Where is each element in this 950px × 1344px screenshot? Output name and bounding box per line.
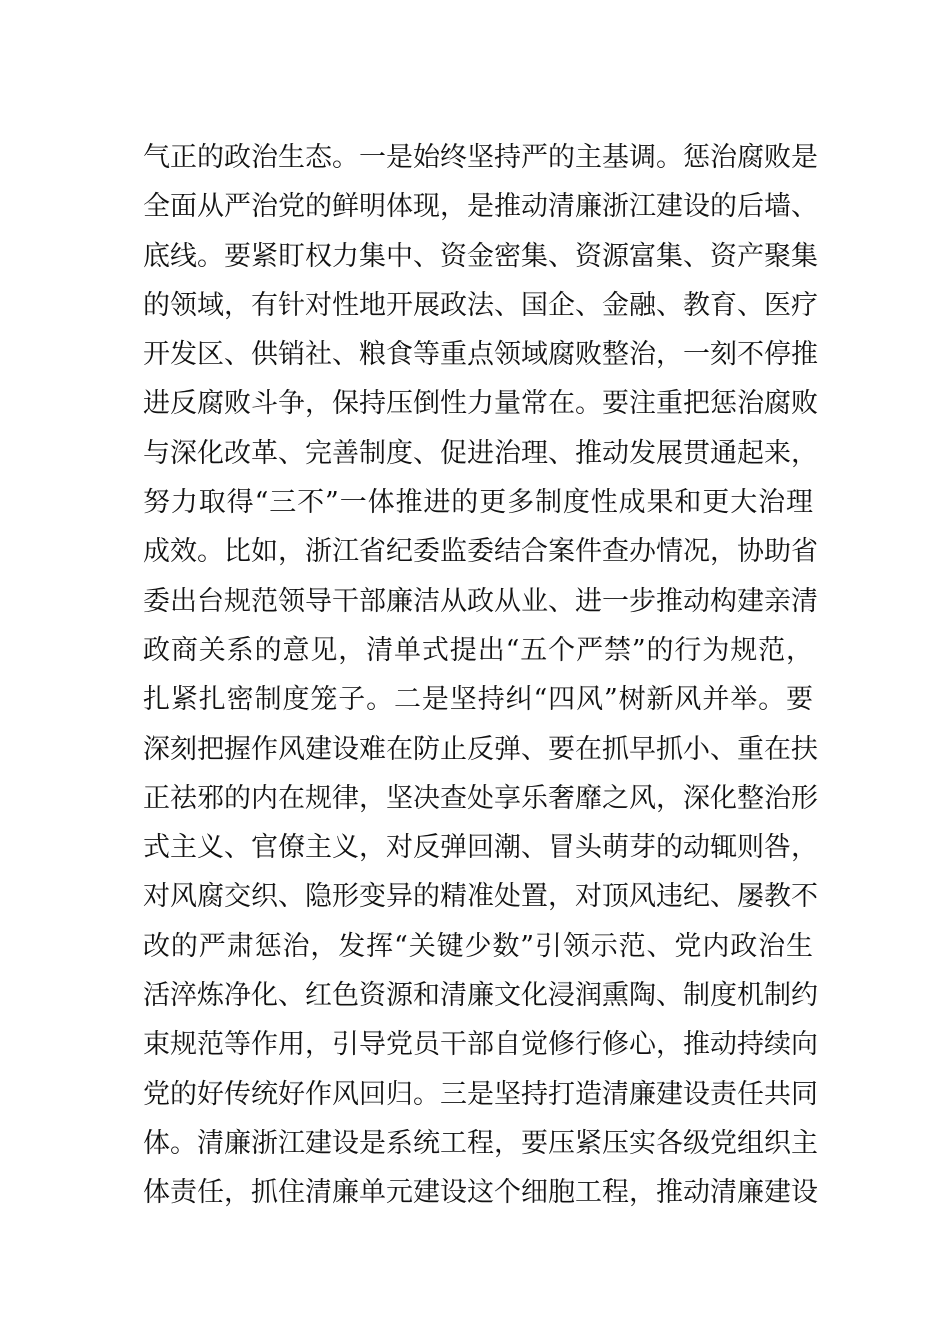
text-line: 束规范等作用，引导党员干部自觉修行修心，推动持续向 (143, 1029, 818, 1061)
text-line: 全面从严治党的鲜明体现，是推动清廉浙江建设的后墙、 (143, 191, 818, 223)
text-line: 底线。要紧盯权力集中、资金密集、资源富集、资产聚集 (143, 240, 818, 272)
text-line: 扎紧扎密制度笼子。二是坚持纠“四风”树新风并举。要 (143, 684, 813, 716)
text-line: 对风腐交织、隐形变异的精准处置，对顶风违纪、屡教不 (143, 881, 818, 913)
text-line: 进反腐败斗争，保持压倒性力量常在。要注重把惩治腐败 (143, 388, 818, 420)
text-line: 体。清廉浙江建设是系统工程，要压紧压实各级党组织主 (143, 1127, 818, 1159)
text-line: 努力取得“三不”一体推进的更多制度性成果和更大治理 (143, 487, 813, 519)
text-line: 式主义、官僚主义，对反弹回潮、冒头萌芽的动辄则咎， (143, 832, 818, 864)
text-line: 活淬炼净化、红色资源和清廉文化浸润熏陶、制度机制约 (143, 980, 818, 1012)
text-line: 成效。比如，浙江省纪委监委结合案件查办情况，协助省 (143, 536, 818, 568)
text-line: 政商关系的意见，清单式提出“五个严禁”的行为规范， (143, 634, 813, 666)
text-line: 深刻把握作风建设难在防止反弹、要在抓早抓小、重在扶 (143, 733, 818, 765)
text-line: 开发区、供销社、粮食等重点领域腐败整治，一刻不停推 (143, 339, 818, 371)
text-line: 与深化改革、完善制度、促进治理、推动发展贯通起来， (143, 437, 818, 469)
text-line: 委出台规范领导干部廉洁从政从业、进一步推动构建亲清 (143, 585, 818, 617)
text-line: 的领域，有针对性地开展政法、国企、金融、教育、医疗 (143, 289, 818, 321)
text-line: 体责任，抓住清廉单元建设这个细胞工程，推动清廉建设 (143, 1177, 818, 1209)
text-line: 气正的政治生态。一是始终坚持严的主基调。惩治腐败是 (143, 142, 818, 173)
body-paragraph (143, 133, 818, 1218)
text-line: 党的好传统好作风回归。三是坚持打造清廉建设责任共同 (143, 1078, 818, 1110)
text-line: 改的严肃惩治，发挥“关键少数”引领示范、党内政治生 (143, 930, 813, 962)
text-line: 正祛邪的内在规律，坚决查处享乐奢靡之风，深化整治形 (143, 782, 818, 814)
